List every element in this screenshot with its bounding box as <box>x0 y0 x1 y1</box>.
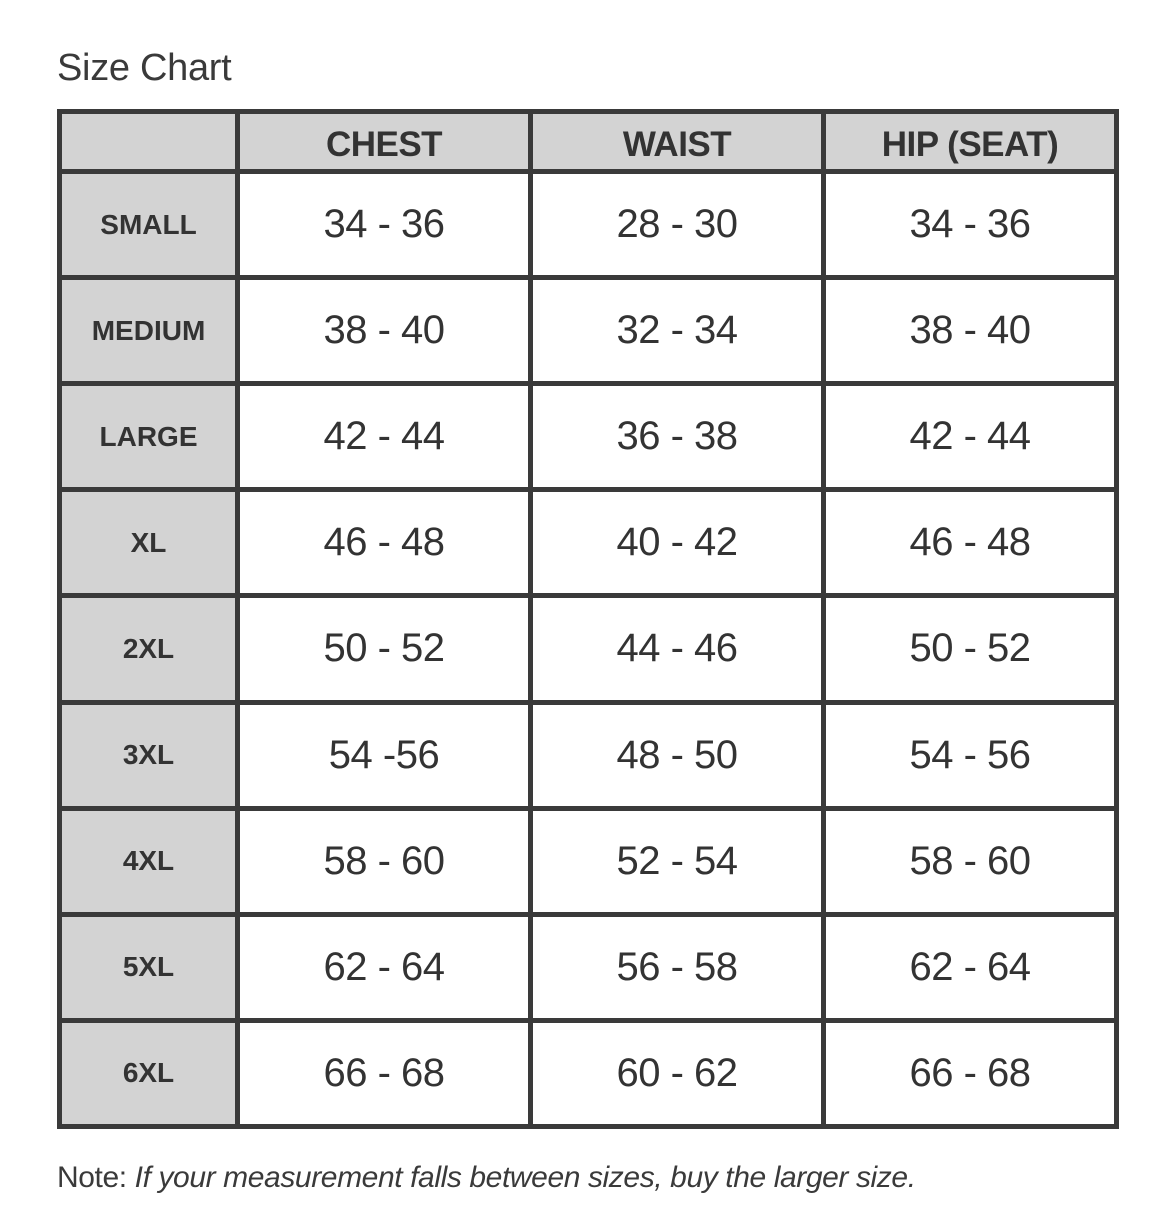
waist-cell: 40 - 42 <box>531 490 824 596</box>
chest-cell: 46 - 48 <box>238 490 531 596</box>
hip-cell: 62 - 64 <box>824 914 1117 1020</box>
waist-cell: 28 - 30 <box>531 172 824 278</box>
row-header-size: 4XL <box>60 808 238 914</box>
row-header-size: SMALL <box>60 172 238 278</box>
row-header-size: LARGE <box>60 384 238 490</box>
table-row <box>60 384 1117 490</box>
row-header-size: 3XL <box>60 702 238 808</box>
column-header-chest: CHEST <box>238 112 531 172</box>
table-row <box>60 914 1117 1020</box>
waist-cell: 44 - 46 <box>531 596 824 702</box>
row-header-size: 5XL <box>60 914 238 1020</box>
table-row <box>60 808 1117 914</box>
column-header-hip: HIP (SEAT) <box>824 112 1117 172</box>
row-header-size: XL <box>60 490 238 596</box>
hip-cell: 50 - 52 <box>824 596 1117 702</box>
row-header-size: MEDIUM <box>60 278 238 384</box>
chest-cell: 34 - 36 <box>238 172 531 278</box>
chest-cell: 58 - 60 <box>238 808 531 914</box>
table-row <box>60 278 1117 384</box>
table-row <box>60 702 1117 808</box>
hip-cell: 38 - 40 <box>824 278 1117 384</box>
table-row <box>60 172 1117 278</box>
chest-cell: 66 - 68 <box>238 1020 531 1126</box>
page-title: Size Chart <box>57 47 232 89</box>
table-row <box>60 596 1117 702</box>
waist-cell: 52 - 54 <box>531 808 824 914</box>
row-header-size: 2XL <box>60 596 238 702</box>
table-row <box>60 490 1117 596</box>
chest-cell: 42 - 44 <box>238 384 531 490</box>
chest-cell: 62 - 64 <box>238 914 531 1020</box>
hip-cell: 54 - 56 <box>824 702 1117 808</box>
header-row <box>60 112 1117 172</box>
chest-cell: 38 - 40 <box>238 278 531 384</box>
waist-cell: 48 - 50 <box>531 702 824 808</box>
waist-cell: 60 - 62 <box>531 1020 824 1126</box>
hip-cell: 34 - 36 <box>824 172 1117 278</box>
hip-cell: 66 - 68 <box>824 1020 1117 1126</box>
waist-cell: 36 - 38 <box>531 384 824 490</box>
hip-cell: 42 - 44 <box>824 384 1117 490</box>
note-text: If your measurement falls between sizes, buy the larger size. <box>134 1161 916 1194</box>
chest-cell: 50 - 52 <box>238 596 531 702</box>
size-chart-table <box>57 109 1119 1129</box>
note-label: Note: <box>57 1161 127 1194</box>
hip-cell: 46 - 48 <box>824 490 1117 596</box>
hip-cell: 58 - 60 <box>824 808 1117 914</box>
column-header-waist: WAIST <box>531 112 824 172</box>
waist-cell: 32 - 34 <box>531 278 824 384</box>
size-note <box>57 1158 916 1198</box>
corner-cell <box>60 112 238 172</box>
chest-cell: 54 -56 <box>238 702 531 808</box>
table-row <box>60 1020 1117 1126</box>
waist-cell: 56 - 58 <box>531 914 824 1020</box>
row-header-size: 6XL <box>60 1020 238 1126</box>
